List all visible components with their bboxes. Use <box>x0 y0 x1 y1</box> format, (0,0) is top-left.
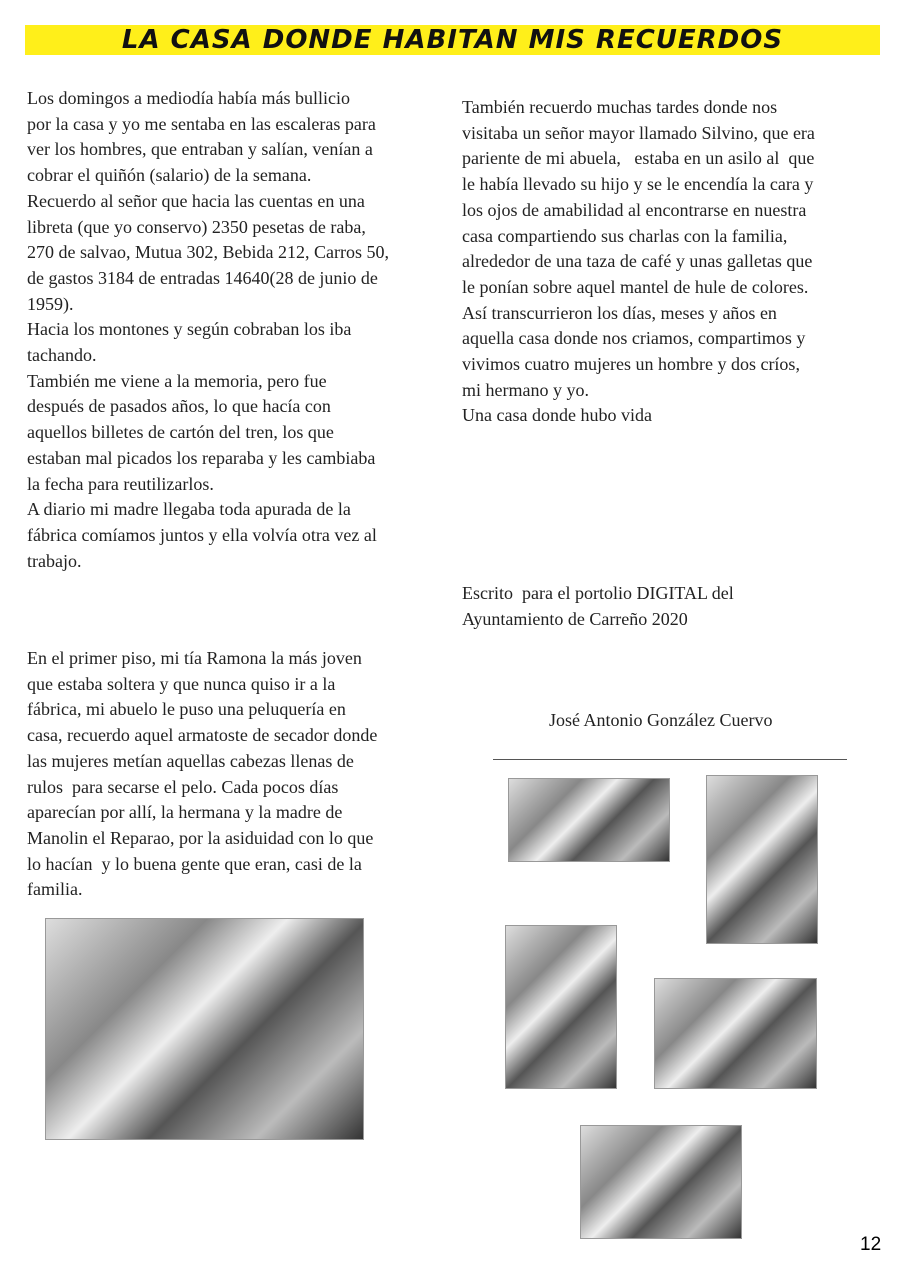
text-line: Hacia los montones y según cobraban los iba <box>27 319 352 340</box>
text-line: Manolin el Reparao, por la asiduidad con lo que <box>27 827 374 848</box>
writing-credit <box>462 581 734 632</box>
text-line: trabajo. <box>27 550 82 571</box>
text-line: ver los hombres, que entraban y salían, venían a <box>27 139 373 160</box>
text-line: aquellos billetes de cartón del tren, los que <box>27 422 334 443</box>
text-line: le había llevado su hijo y se le encendía la cara y <box>462 174 814 195</box>
text-line: Los domingos a mediodía había más bullicio <box>27 88 350 108</box>
text-line: casa, recuerdo aquel armatoste de secador donde <box>27 725 378 746</box>
text-line: pariente de mi abuela, estaba en un asilo al que <box>462 148 815 169</box>
photo-building-1 <box>508 778 670 862</box>
text-line: Escrito para el portolio DIGITAL del <box>462 583 734 603</box>
page-title: LA CASA DONDE HABITAN MIS RECUERDOS <box>25 25 880 55</box>
text-line: que estaba soltera y que nunca quiso ir a la <box>27 673 336 694</box>
text-line: José Antonio González Cuervo <box>549 710 773 730</box>
text-line: tachando. <box>27 345 97 366</box>
text-line: le ponían sobre aquel mantel de hule de colores. <box>462 276 809 297</box>
text-line: familia. <box>27 879 83 900</box>
text-line: visitaba un señor mayor llamado Silvino, que era <box>462 122 815 143</box>
text-line: fábrica, mi abuelo le puso una peluquería en <box>27 699 346 720</box>
text-line: de gastos 3184 de entradas 14640(28 de junio de <box>27 267 378 288</box>
text-line: alrededor de una taza de café y unas galletas que <box>462 251 813 272</box>
text-line: después de pasados años, lo que hacía con <box>27 396 331 417</box>
text-line: libreta (que yo conservo) 2350 pesetas de raba, <box>27 216 366 237</box>
text-line: En el primer piso, mi tía Ramona la más joven <box>27 648 362 668</box>
text-line: vivimos cuatro mujeres un hombre y dos críos, <box>462 354 800 375</box>
text-line: aparecían por allí, la hermana y la madre de <box>27 802 343 823</box>
text-line: También me viene a la memoria, pero fue <box>27 370 327 391</box>
text-line: las mujeres metían aquellas cabezas llenas de <box>27 750 354 771</box>
text-line: Ayuntamiento de Carreño 2020 <box>462 608 688 629</box>
text-line: rulos para secarse el pelo. Cada pocos días <box>27 776 339 797</box>
text-line: A diario mi madre llegaba toda apurada de la <box>27 499 351 520</box>
right-column-text-1 <box>462 95 815 429</box>
author-name <box>549 708 772 734</box>
text-line: fábrica comíamos juntos y ella volvía otra vez al <box>27 524 377 545</box>
text-line: lo hacían y lo buena gente que eran, casi de la <box>27 853 362 874</box>
text-line: También recuerdo muchas tardes donde nos <box>462 97 778 117</box>
text-line: estaban mal picados los reparaba y les cambiaba <box>27 447 376 468</box>
photo-building-3 <box>505 925 617 1089</box>
text-line: 270 de salvao, Mutua 302, Bebida 212, Carros 50, <box>27 242 389 263</box>
text-line: mi hermano y yo. <box>462 379 589 400</box>
text-line: Una casa donde hubo vida <box>462 405 652 426</box>
text-line: por la casa y yo me sentaba en las escaleras para <box>27 113 376 134</box>
photo-building-2 <box>706 775 818 944</box>
text-line: casa compartiendo sus charlas con la familia, <box>462 225 788 246</box>
left-column-text-2 <box>27 646 377 903</box>
text-line: cobrar el quiñón (salario) de la semana. <box>27 165 312 186</box>
photo-house-interior <box>45 918 364 1140</box>
text-line: Recuerdo al señor que hacia las cuentas en una <box>27 190 365 211</box>
divider <box>493 759 847 760</box>
photo-house-interior-small <box>580 1125 742 1239</box>
text-line: Así transcurrieron los días, meses y años en <box>462 302 777 323</box>
text-line: los ojos de amabilidad al encontrarse en nuestra <box>462 199 807 220</box>
text-line: aquella casa donde nos criamos, compartimos y <box>462 328 806 349</box>
left-column-text-1 <box>27 86 389 574</box>
photo-building-4 <box>654 978 817 1089</box>
text-line: 1959). <box>27 293 74 314</box>
page-number: 12 <box>860 1234 882 1255</box>
text-line: la fecha para reutilizarlos. <box>27 473 214 494</box>
